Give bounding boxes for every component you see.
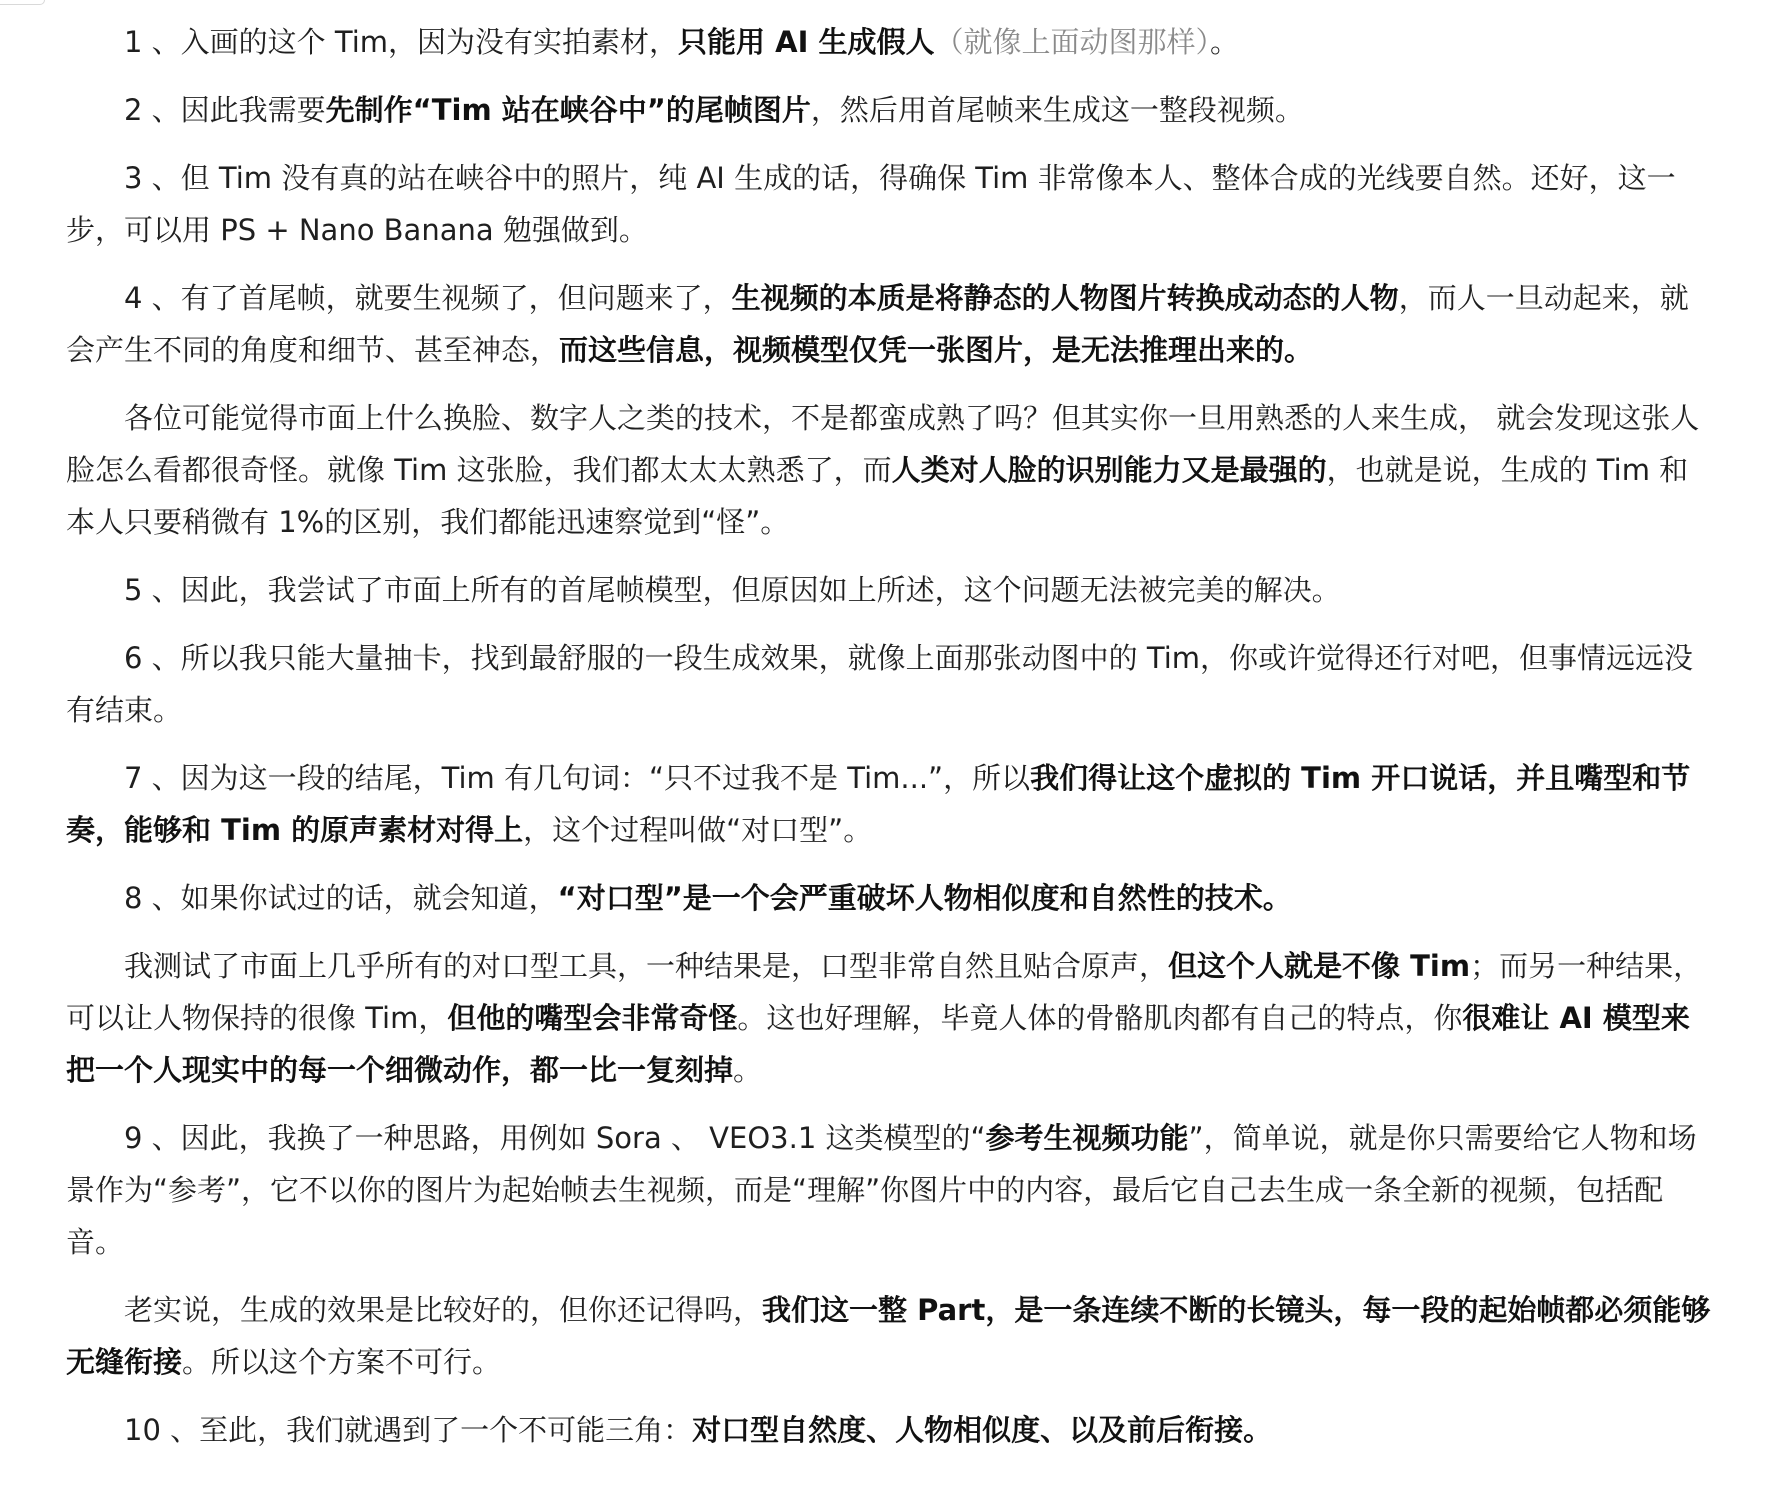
text-run: 9 、因此，我换了一种思路，用例如 Sora 、 VEO3.1 这类模型的“	[124, 1121, 986, 1155]
text-run: 3 、但 Tim 没有真的站在峡谷中的照片，纯 AI 生成的话，得确保 Tim 非常像本人、整体合成的光线要自然。还好，这一步，可以用 PS + Nano Banana 勉强做到。	[66, 161, 1676, 247]
paragraph	[66, 152, 1716, 256]
text-run: 我测试了市面上几乎所有的对口型工具，一种结果是，口型非常自然且贴合原声，	[124, 949, 1169, 983]
text-run: 5 、因此，我尝试了市面上所有的首尾帧模型，但原因如上所述，这个问题无法被完美的解决。	[124, 573, 1341, 607]
text-run: ，然后用首尾帧来生成这一整段视频。	[810, 93, 1304, 127]
text-run: ”，简单说，就是你只需要给它人物和场景作为“参考”，它不以你的图片为起始帧去生视频，而是“理解”你图片中的内容，最后它自己去生成一条全新的视频，包括配音。	[66, 1121, 1697, 1259]
bold-text-run: 我们得让这个虚拟的 Tim 开口说话，并且嘴型和节奏，能够和 Tim 的原声素材对得上	[66, 761, 1691, 847]
paragraph	[66, 84, 1716, 136]
muted-text-run: （就像上面动图那样）	[934, 25, 1210, 59]
paragraph	[66, 564, 1716, 616]
text-run: ；而另一种结果，可以让人物保持的很像 Tim，	[66, 949, 1703, 1035]
text-run: 1 、入画的这个 Tim，因为没有实拍素材，	[124, 25, 679, 59]
bold-text-run: “对口型”是一个会严重破坏人物相似度和自然性的技术。	[557, 881, 1292, 915]
text-run: 10 、至此，我们就遇到了一个不可能三角：	[124, 1413, 693, 1447]
text-run: 8 、如果你试过的话，就会知道，	[124, 881, 558, 915]
bold-text-run: 先制作“Tim 站在峡谷中”的尾帧图片	[325, 93, 811, 127]
text-run: ，而人一旦动起来，就会产生不同的角度和细节、甚至神态，	[66, 281, 1689, 367]
text-run: 6 、所以我只能大量抽卡，找到最舒服的一段生成效果，就像上面那张动图中的 Tim，你或许觉得还行对吧，但事情远远没有结束。	[66, 641, 1694, 727]
text-run: 。	[733, 1053, 763, 1087]
article-body	[66, 16, 1716, 1472]
bold-text-run: 参考生视频功能	[985, 1121, 1189, 1155]
text-run: 。所以这个方案不可行。	[182, 1345, 502, 1379]
paragraph	[66, 1112, 1716, 1268]
bold-text-run: 我们这一整 Part，是一条连续不断的长镜头，每一段的起始帧都必须能够无缝衔接	[66, 1293, 1711, 1379]
bold-text-run: 人类对人脸的识别能力又是最强的	[891, 453, 1327, 487]
text-run: 4 、有了首尾帧，就要生视频了，但问题来了，	[124, 281, 732, 315]
bold-text-run: 但这个人就是不像 Tim	[1168, 949, 1471, 983]
paragraph	[66, 1284, 1716, 1388]
text-run: 2 、因此我需要	[124, 93, 326, 127]
paragraph	[66, 752, 1716, 856]
paragraph	[66, 632, 1716, 736]
bold-text-run: 很难让 AI 模型来把一个人现实中的每一个细微动作，都一比一复刻掉	[66, 1001, 1690, 1087]
bold-text-run: 而这些信息，视频模型仅凭一张图片，是无法推理出来的。	[559, 333, 1314, 367]
text-run: 7 、因为这一段的结尾，Tim 有几句词：“只不过我不是 Tim...”，所以	[124, 761, 1031, 795]
text-run: 各位可能觉得市面上什么换脸、数字人之类的技术，不是都蛮成熟了吗？但其实你一旦用熟悉的人来生成， 就会发现这张人脸怎么看都很奇怪。就像 Tim 这张脸，我们都太太太熟悉了，而	[66, 401, 1700, 487]
text-run: 。	[1209, 25, 1239, 59]
bold-text-run: 只能用 AI 生成假人	[678, 25, 935, 59]
paragraph	[66, 272, 1716, 376]
paragraph	[66, 16, 1716, 68]
text-run: 。这也好理解，毕竟人体的骨骼肌肉都有自己的特点，你	[737, 1001, 1463, 1035]
text-run: ，这个过程叫做“对口型”。	[523, 813, 873, 847]
paragraph	[66, 1404, 1716, 1456]
bold-text-run: 但他的嘴型会非常奇怪	[447, 1001, 738, 1035]
paragraph	[66, 872, 1716, 924]
text-run: ，也就是说，生成的 Tim 和本人只要稍微有 1%的区别，我们都能迅速察觉到“怪”。	[66, 453, 1689, 539]
text-run: 老实说，生成的效果是比较好的，但你还记得吗，	[124, 1293, 763, 1327]
paragraph	[66, 940, 1716, 1096]
corner-fragment	[0, 0, 45, 5]
bold-text-run: 对口型自然度、人物相似度、以及前后衔接。	[692, 1413, 1273, 1447]
paragraph	[66, 392, 1716, 548]
bold-text-run: 生视频的本质是将静态的人物图片转换成动态的人物	[731, 281, 1399, 315]
